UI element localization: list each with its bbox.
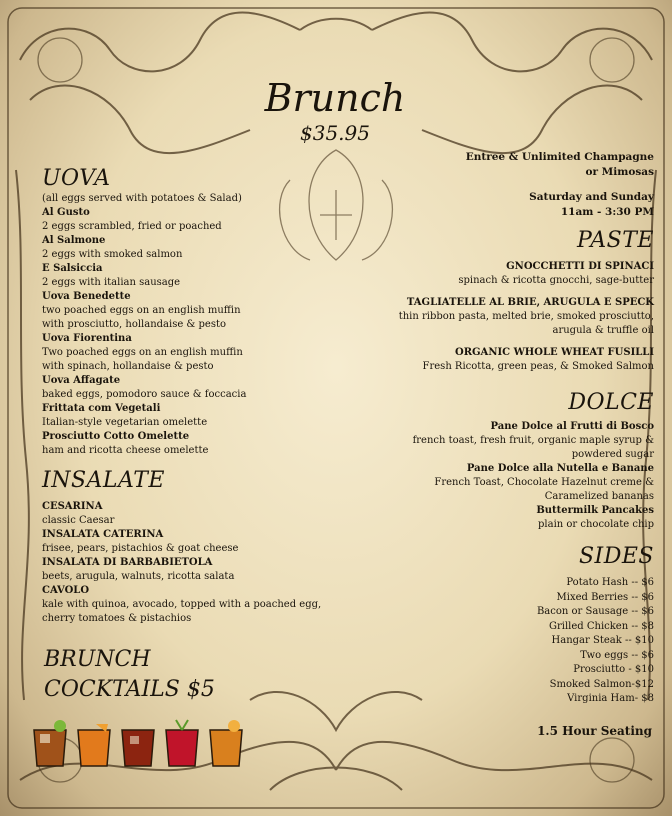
orange-cocktail-icon bbox=[78, 724, 110, 766]
promo-block bbox=[424, 150, 654, 220]
cocktails-line: COCKTAILS $5 bbox=[44, 677, 215, 702]
item-desc: Caramelized bananas bbox=[544, 491, 654, 502]
item-name: INSALATA CATERINA bbox=[42, 529, 164, 540]
item-name: Prosciutto Cotto Omelette bbox=[42, 431, 190, 442]
menu-item bbox=[42, 402, 362, 430]
item-name: Frittata com Vegetali bbox=[42, 403, 161, 414]
menu-item bbox=[42, 500, 362, 528]
item-name: Pane Dolce al Frutti di Bosco bbox=[490, 421, 654, 432]
item-desc: with prosciutto, hollandaise & pesto bbox=[42, 319, 227, 330]
item-desc: kale with quinoa, avocado, topped with a poached egg, bbox=[42, 599, 322, 610]
menu-item bbox=[354, 260, 654, 288]
menu-item bbox=[42, 584, 362, 626]
cocktail-images bbox=[28, 712, 248, 770]
item-name: ORGANIC WHOLE WHEAT FUSILLI bbox=[455, 347, 654, 358]
item-desc: two poached eggs on an english muffin bbox=[42, 305, 241, 316]
item-desc: cherry tomatoes & pistachios bbox=[42, 613, 192, 624]
red-cocktail-icon bbox=[166, 720, 198, 766]
item-desc: plain or chocolate chip bbox=[538, 519, 654, 530]
menu-item bbox=[42, 206, 362, 234]
side-item: Virginia Ham- $8 bbox=[567, 693, 654, 704]
item-name: CAVOLO bbox=[42, 585, 90, 596]
promo-days: Saturday and Sunday bbox=[529, 191, 654, 203]
item-desc: powdered sugar bbox=[571, 449, 654, 460]
item-desc: 2 eggs with italian sausage bbox=[42, 277, 181, 288]
side-item: Mixed Berries -- $6 bbox=[556, 591, 654, 603]
item-name: CESARINA bbox=[42, 501, 103, 512]
menu-item bbox=[354, 462, 654, 504]
section-title-dolce: DOLCE bbox=[568, 390, 654, 415]
negroni-icon bbox=[122, 730, 154, 766]
item-name: TAGLIATELLE AL BRIE, ARUGULA E SPECK bbox=[406, 297, 654, 308]
menu-item bbox=[354, 346, 654, 374]
menu-item bbox=[42, 234, 362, 262]
side-item: Hangar Steak -- $10 bbox=[551, 635, 654, 646]
item-name: Buttermilk Pancakes bbox=[536, 505, 654, 516]
item-desc: beets, arugula, walnuts, ricotta salata bbox=[42, 571, 235, 582]
item-desc: 2 eggs scrambled, fried or poached bbox=[42, 221, 222, 232]
item-desc: ham and ricotta cheese omelette bbox=[42, 445, 209, 456]
promo-line: or Mimosas bbox=[585, 166, 654, 178]
item-desc: Italian-style vegetarian omelette bbox=[42, 417, 208, 428]
menu-item bbox=[42, 332, 362, 374]
item-name: Uova Benedette bbox=[42, 291, 131, 302]
promo-line: Entree & Unlimited Champagne bbox=[465, 151, 654, 163]
amber-cocktail-icon bbox=[210, 720, 242, 766]
menu-item bbox=[354, 504, 654, 532]
promo-hours: 11am - 3:30 PM bbox=[560, 206, 654, 218]
side-item: Two eggs -- $6 bbox=[580, 649, 654, 661]
dolce-section bbox=[354, 390, 654, 532]
item-name: Al Gusto bbox=[42, 207, 90, 218]
section-title-sides: SIDES bbox=[578, 544, 654, 569]
seating-note: 1.5 Hour Seating bbox=[537, 724, 652, 738]
section-title-insalate: INSALATE bbox=[42, 468, 165, 493]
menu-price: $35.95 bbox=[300, 121, 370, 145]
side-item: Smoked Salmon-$12 bbox=[549, 678, 654, 690]
menu-item bbox=[354, 420, 654, 462]
menu-item bbox=[42, 262, 362, 290]
item-desc: arugula & truffle oil bbox=[552, 325, 654, 336]
cocktails-title bbox=[44, 645, 274, 705]
item-desc: spinach & ricotta gnocchi, sage-butter bbox=[458, 275, 654, 286]
paste-section bbox=[354, 228, 654, 374]
item-desc: baked eggs, pomodoro sauce & foccacia bbox=[42, 389, 247, 400]
old-fashioned-icon bbox=[34, 720, 66, 766]
item-desc: 2 eggs with smoked salmon bbox=[42, 249, 183, 260]
item-name: Al Salmone bbox=[42, 235, 106, 246]
side-item: Prosciutto - $10 bbox=[573, 664, 654, 675]
item-name: Pane Dolce alla Nutella e Banane bbox=[466, 463, 654, 474]
menu-item bbox=[42, 556, 362, 584]
item-desc: French Toast, Chocolate Hazelnut creme & bbox=[434, 477, 654, 488]
item-desc: Two poached eggs on an english muffin bbox=[42, 347, 243, 358]
menu-item bbox=[354, 296, 654, 338]
item-name: GNOCCHETTI DI SPINACI bbox=[506, 261, 654, 272]
menu-title: Brunch bbox=[264, 76, 406, 120]
item-desc: thin ribbon pasta, melted brie, smoked prosciutto, bbox=[398, 311, 654, 322]
item-desc: with spinach, hollandaise & pesto bbox=[42, 361, 214, 372]
item-desc: classic Caesar bbox=[42, 515, 115, 526]
item-name: Uova Affagate bbox=[42, 375, 121, 386]
sides-section bbox=[354, 544, 654, 707]
side-item: Potato Hash -- $6 bbox=[566, 577, 654, 588]
item-desc: Fresh Ricotta, green peas, & Smoked Salmon bbox=[422, 361, 654, 372]
cocktails-line: BRUNCH bbox=[44, 647, 151, 672]
item-desc: french toast, fresh fruit, organic maple syrup & bbox=[412, 435, 654, 446]
menu-item bbox=[42, 528, 362, 556]
side-item: Grilled Chicken -- $8 bbox=[548, 620, 654, 632]
section-title-uova: UOVA bbox=[42, 166, 111, 191]
menu-item bbox=[42, 430, 362, 458]
menu-item bbox=[42, 374, 362, 402]
side-item: Bacon or Sausage -- $6 bbox=[536, 606, 654, 617]
item-name: INSALATA DI BARBABIETOLA bbox=[42, 557, 213, 568]
left-column bbox=[42, 166, 362, 626]
item-name: Uova Fiorentina bbox=[42, 333, 132, 344]
menu-item bbox=[42, 290, 362, 332]
item-name: E Salsiccia bbox=[42, 263, 103, 274]
item-desc: frisee, pears, pistachios & goat cheese bbox=[42, 543, 239, 554]
section-title-paste: PASTE bbox=[577, 228, 654, 253]
uova-note: (all eggs served with potatoes & Salad) bbox=[42, 193, 242, 204]
